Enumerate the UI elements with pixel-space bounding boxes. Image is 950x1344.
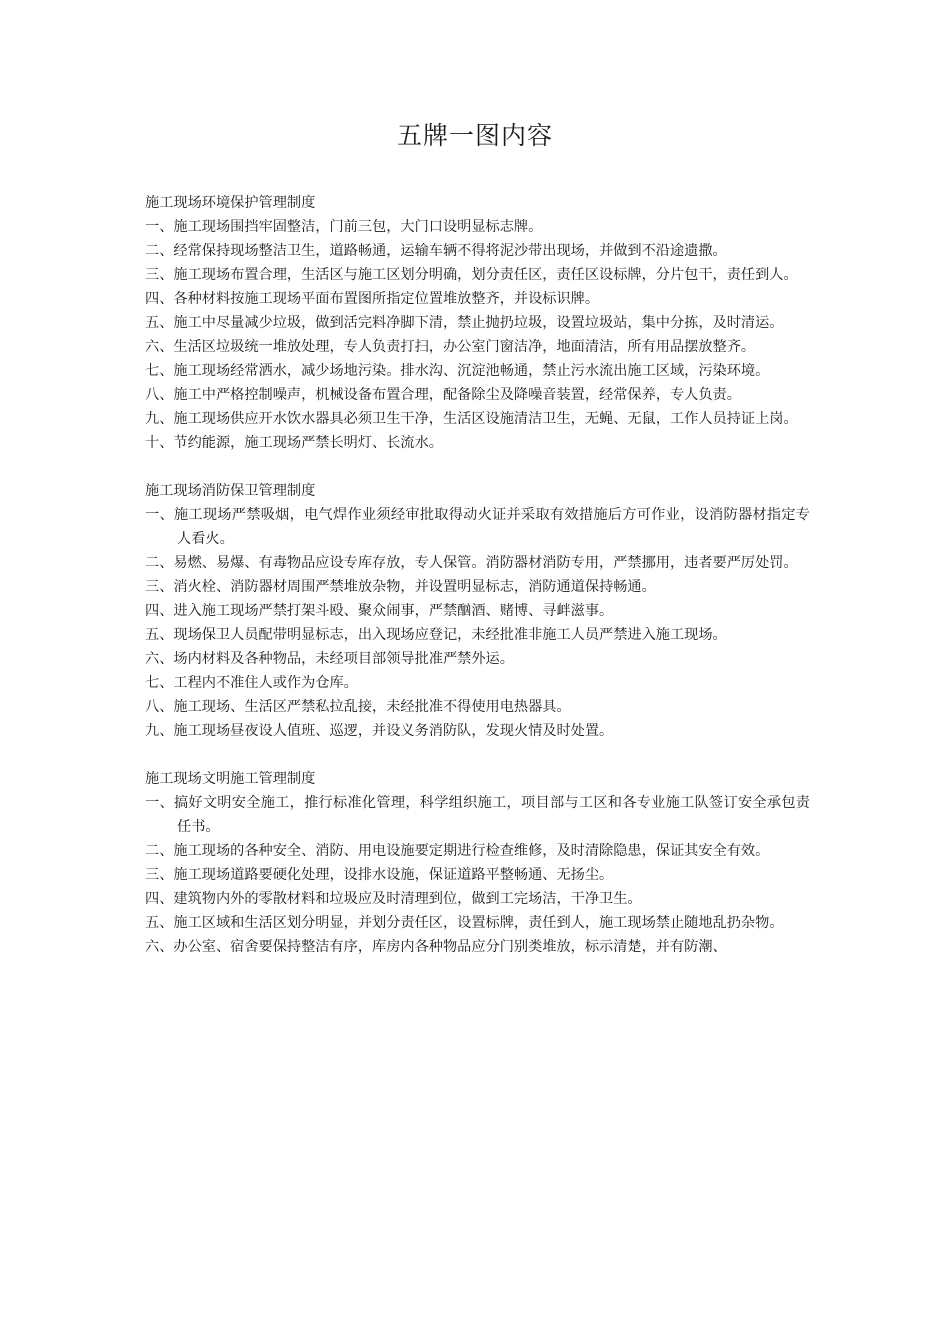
list-item: 二、经常保持现场整洁卫生，道路畅通，运输车辆不得将泥沙带出现场，并做到不沿途遗撒。 [145,243,727,259]
list-item: 六、生活区垃圾统一堆放处理，专人负责打扫，办公室门窗洁净，地面清洁，所有用品摆放整齐。 [145,339,756,355]
list-item: 一、施工现场严禁吸烟，电气焊作业须经审批取得动火证并采取有效措施后方可作业，设消防器材指定专人看火。 [145,507,810,547]
list-item: 三、消火栓、消防器材周围严禁堆放杂物，并设置明显标志，消防通道保持畅通。 [145,579,656,595]
list-item: 五、施工区域和生活区划分明显，并划分责任区，设置标牌，责任到人，施工现场禁止随地乱扔杂物。 [145,915,784,931]
list-item: 一、搞好文明安全施工，推行标准化管理，科学组织施工，项目部与工区和各专业施工队签订安全承包责任书。 [145,795,810,835]
section-heading: 施工现场消防保卫管理制度 [145,483,316,499]
list-item: 六、办公室、宿舍要保持整洁有序，库房内各种物品应分门别类堆放，标示清楚，并有防潮、 [145,939,727,955]
list-item: 九、施工现场昼夜设人值班、巡逻，并设义务消防队，发现火情及时处置。 [145,723,614,739]
list-item: 四、各种材料按施工现场平面布置图所指定位置堆放整齐，并设标识牌。 [145,291,600,307]
list-item: 一、施工现场围挡牢固整洁，门前三包，大门口设明显标志牌。 [145,219,543,235]
list-item: 四、进入施工现场严禁打架斗殴、聚众闹事，严禁酗酒、赌博、寻衅滋事。 [145,603,614,619]
section-environmental-protection [145,191,810,455]
list-item: 三、施工现场道路要硬化处理，设排水设施，保证道路平整畅通、无扬尘。 [145,867,614,883]
section-civilized-construction [145,767,810,959]
section-heading: 施工现场环境保护管理制度 [145,195,316,211]
section-heading: 施工现场文明施工管理制度 [145,771,316,787]
list-item: 二、施工现场的各种安全、消防、用电设施要定期进行检查维修，及时清除隐患，保证其安全有效。 [145,843,770,859]
list-item: 八、施工中严格控制噪声，机械设备布置合理，配备除尘及降噪音装置，经常保养，专人负责。 [145,387,741,403]
list-item: 七、施工现场经常洒水，减少场地污染。排水沟、沉淀池畅通，禁止污水流出施工区域，污染环境。 [145,363,770,379]
list-item: 六、场内材料及各种物品，未经项目部领导批准严禁外运。 [145,651,514,667]
list-item: 二、易燃、易爆、有毒物品应设专库存放，专人保管。消防器材消防专用，严禁挪用，违者要严厉处罚。 [145,555,798,571]
list-item: 九、施工现场供应开水饮水器具必须卫生干净，生活区设施清洁卫生，无蝇、无鼠，工作人员持证上岗。 [145,411,798,427]
document-title: 五牌一图内容 [396,121,553,150]
list-item: 四、建筑物内外的零散材料和垃圾应及时清理到位，做到工完场洁，干净卫生。 [145,891,642,907]
list-item: 八、施工现场、生活区严禁私拉乱接，未经批准不得使用电热器具。 [145,699,571,715]
document-body [145,191,810,983]
list-item: 七、工程内不准住人或作为仓库。 [145,675,358,691]
list-item: 五、现场保卫人员配带明显标志，出入现场应登记，未经批准非施工人员严禁进入施工现场。 [145,627,727,643]
list-item: 十、节约能源，施工现场严禁长明灯、长流水。 [145,435,443,451]
section-fire-security [145,479,810,743]
list-item: 三、施工现场布置合理，生活区与施工区划分明确，划分责任区，责任区设标牌，分片包干，责任到人。 [145,267,798,283]
list-item: 五、施工中尽量减少垃圾，做到活完料净脚下清，禁止抛扔垃圾，设置垃圾站，集中分拣，及时清运。 [145,315,784,331]
